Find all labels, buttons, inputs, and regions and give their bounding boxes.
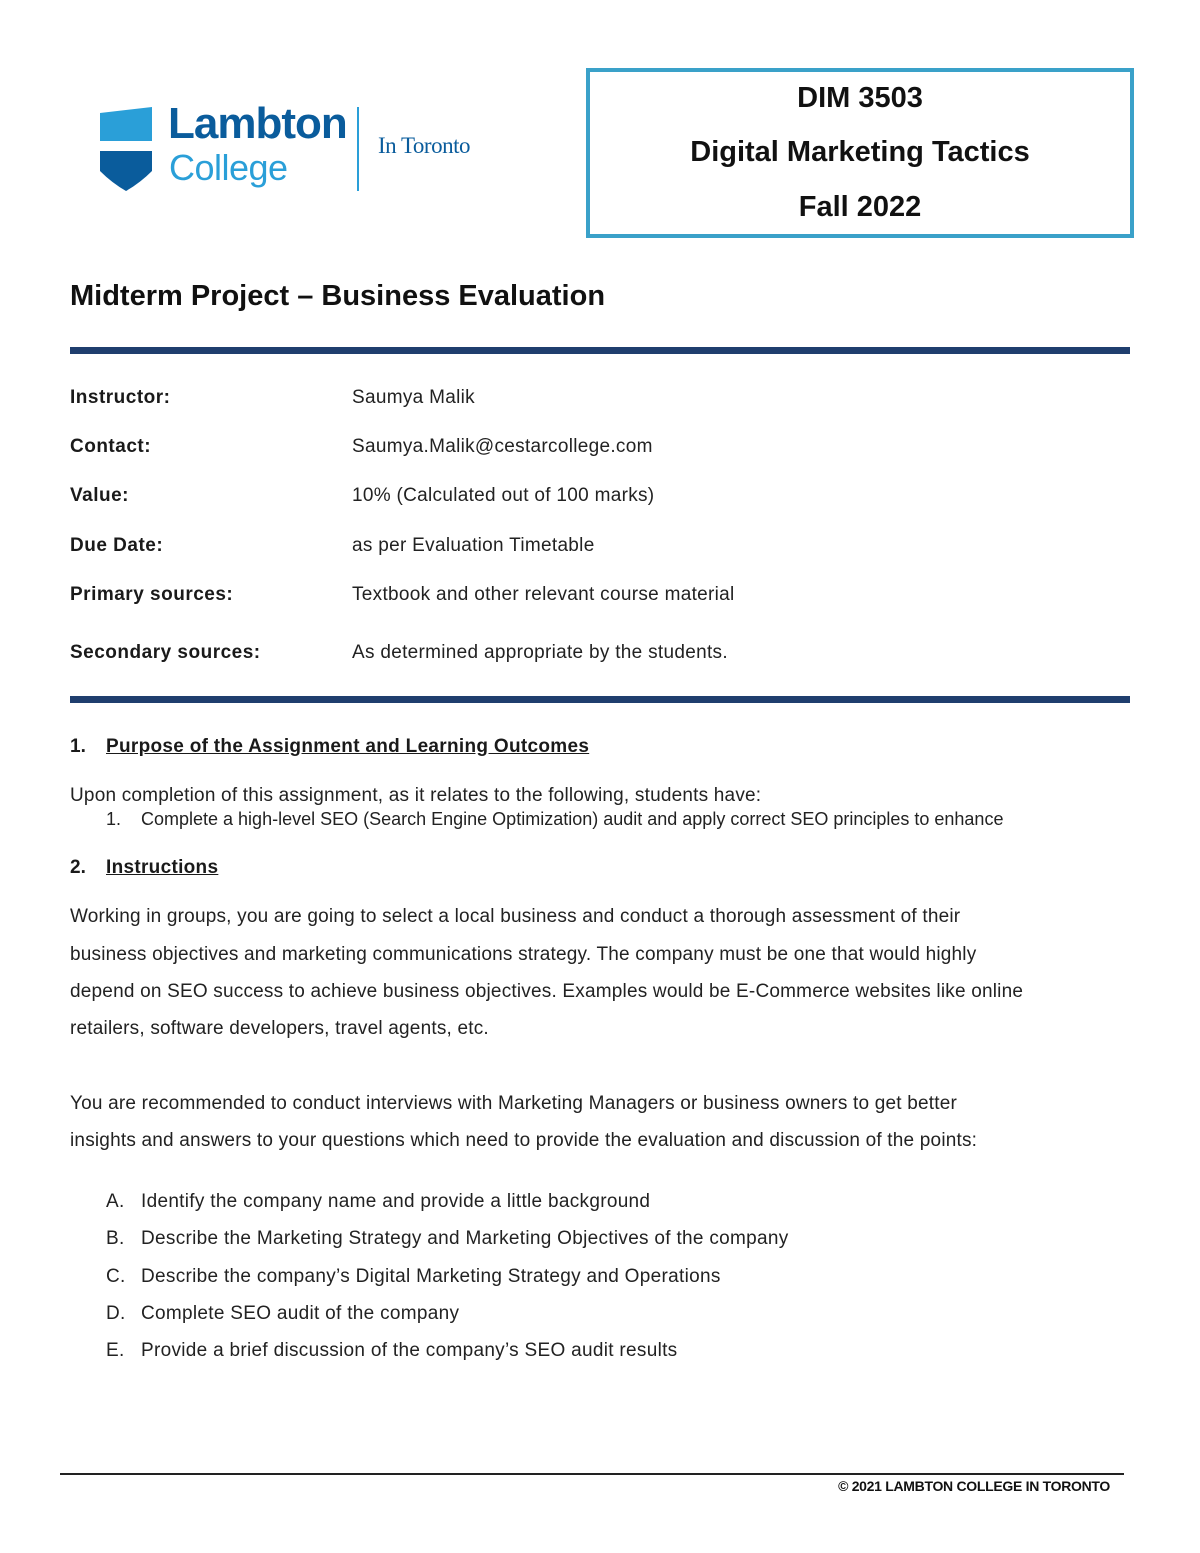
paragraph-line: You are recommended to conduct interviews with Marketing Managers or business owners to get better bbox=[70, 1093, 958, 1114]
contact-email-link[interactable]: Saumya.Malik@cestarcollege.com bbox=[352, 436, 653, 457]
section-title: Instructions bbox=[106, 857, 219, 878]
paragraph-line: depend on SEO success to achieve business objectives. Examples would be E-Commerce websites like online bbox=[70, 981, 1024, 1002]
info-value: Textbook and other relevant course material bbox=[352, 584, 735, 605]
info-label: Secondary sources: bbox=[70, 642, 261, 663]
list-item bbox=[106, 1228, 789, 1250]
course-name: Digital Marketing Tactics bbox=[690, 136, 1030, 168]
list-marker: B. bbox=[106, 1228, 125, 1249]
list-item bbox=[106, 1303, 459, 1325]
logo-brand-line2: College bbox=[169, 147, 288, 188]
list-marker: A. bbox=[106, 1191, 125, 1212]
course-term: Fall 2022 bbox=[798, 191, 922, 223]
paragraph-line: retailers, software developers, travel agents, etc. bbox=[70, 1018, 489, 1039]
list-marker: 1. bbox=[106, 809, 122, 829]
list-item-text: Describe the company’s Digital Marketing Strategy and Operations bbox=[141, 1266, 721, 1287]
info-value: As determined appropriate by the students. bbox=[352, 642, 728, 663]
footer-divider bbox=[60, 1473, 1124, 1475]
info-value: 10% (Calculated out of 100 marks) bbox=[352, 485, 655, 506]
list-marker: E. bbox=[106, 1340, 125, 1361]
header-divider bbox=[70, 347, 1130, 354]
list-marker: D. bbox=[106, 1303, 126, 1324]
document-title: Midterm Project – Business Evaluation bbox=[70, 280, 606, 312]
list-item bbox=[106, 809, 1003, 830]
section-number: 1. bbox=[70, 736, 86, 757]
list-item-text: Complete SEO audit of the company bbox=[141, 1303, 460, 1324]
section-number: 2. bbox=[70, 857, 86, 878]
section-title: Purpose of the Assignment and Learning Outcomes bbox=[106, 736, 590, 757]
list-item bbox=[106, 1340, 678, 1362]
info-label: Contact: bbox=[70, 436, 152, 457]
logo-brand-line1: Lambton bbox=[168, 99, 347, 148]
list-item-text: Complete a high-level SEO (Search Engine Optimization) audit and apply correct SEO principles to enhance bbox=[141, 809, 1004, 829]
paragraph-line: insights and answers to your questions which need to provide the evaluation and discussion of the points: bbox=[70, 1130, 978, 1151]
list-item bbox=[106, 1266, 721, 1288]
logo-location: In Toronto bbox=[378, 133, 470, 158]
course-info-box bbox=[586, 68, 1134, 238]
info-value: Saumya Malik bbox=[352, 387, 475, 408]
shield-icon bbox=[100, 107, 152, 191]
footer-copyright: © 2021 LAMBTON COLLEGE IN TORONTO bbox=[838, 1478, 1110, 1494]
list-item-text: Provide a brief discussion of the company’s SEO audit results bbox=[141, 1340, 678, 1361]
info-value: as per Evaluation Timetable bbox=[352, 535, 595, 556]
info-label: Primary sources: bbox=[70, 584, 234, 605]
paragraph-line: business objectives and marketing communications strategy. The company must be one that would highly bbox=[70, 944, 977, 965]
info-label: Due Date: bbox=[70, 535, 164, 556]
logo-divider bbox=[357, 107, 359, 191]
course-code: DIM 3503 bbox=[797, 82, 923, 114]
college-logo bbox=[100, 99, 480, 193]
info-divider bbox=[70, 696, 1130, 703]
list-marker: C. bbox=[106, 1266, 126, 1287]
info-label: Instructor: bbox=[70, 387, 171, 408]
section-heading-instructions bbox=[70, 857, 218, 879]
list-item bbox=[106, 1191, 650, 1213]
info-label: Value: bbox=[70, 485, 129, 506]
section-intro: Upon completion of this assignment, as it relates to the following, students have: bbox=[70, 785, 762, 806]
list-item-text: Describe the Marketing Strategy and Marketing Objectives of the company bbox=[141, 1228, 789, 1249]
section-heading-purpose bbox=[70, 736, 589, 758]
paragraph-line: Working in groups, you are going to select a local business and conduct a thorough assessment of their bbox=[70, 906, 961, 927]
list-item-text: Identify the company name and provide a little background bbox=[141, 1191, 651, 1212]
